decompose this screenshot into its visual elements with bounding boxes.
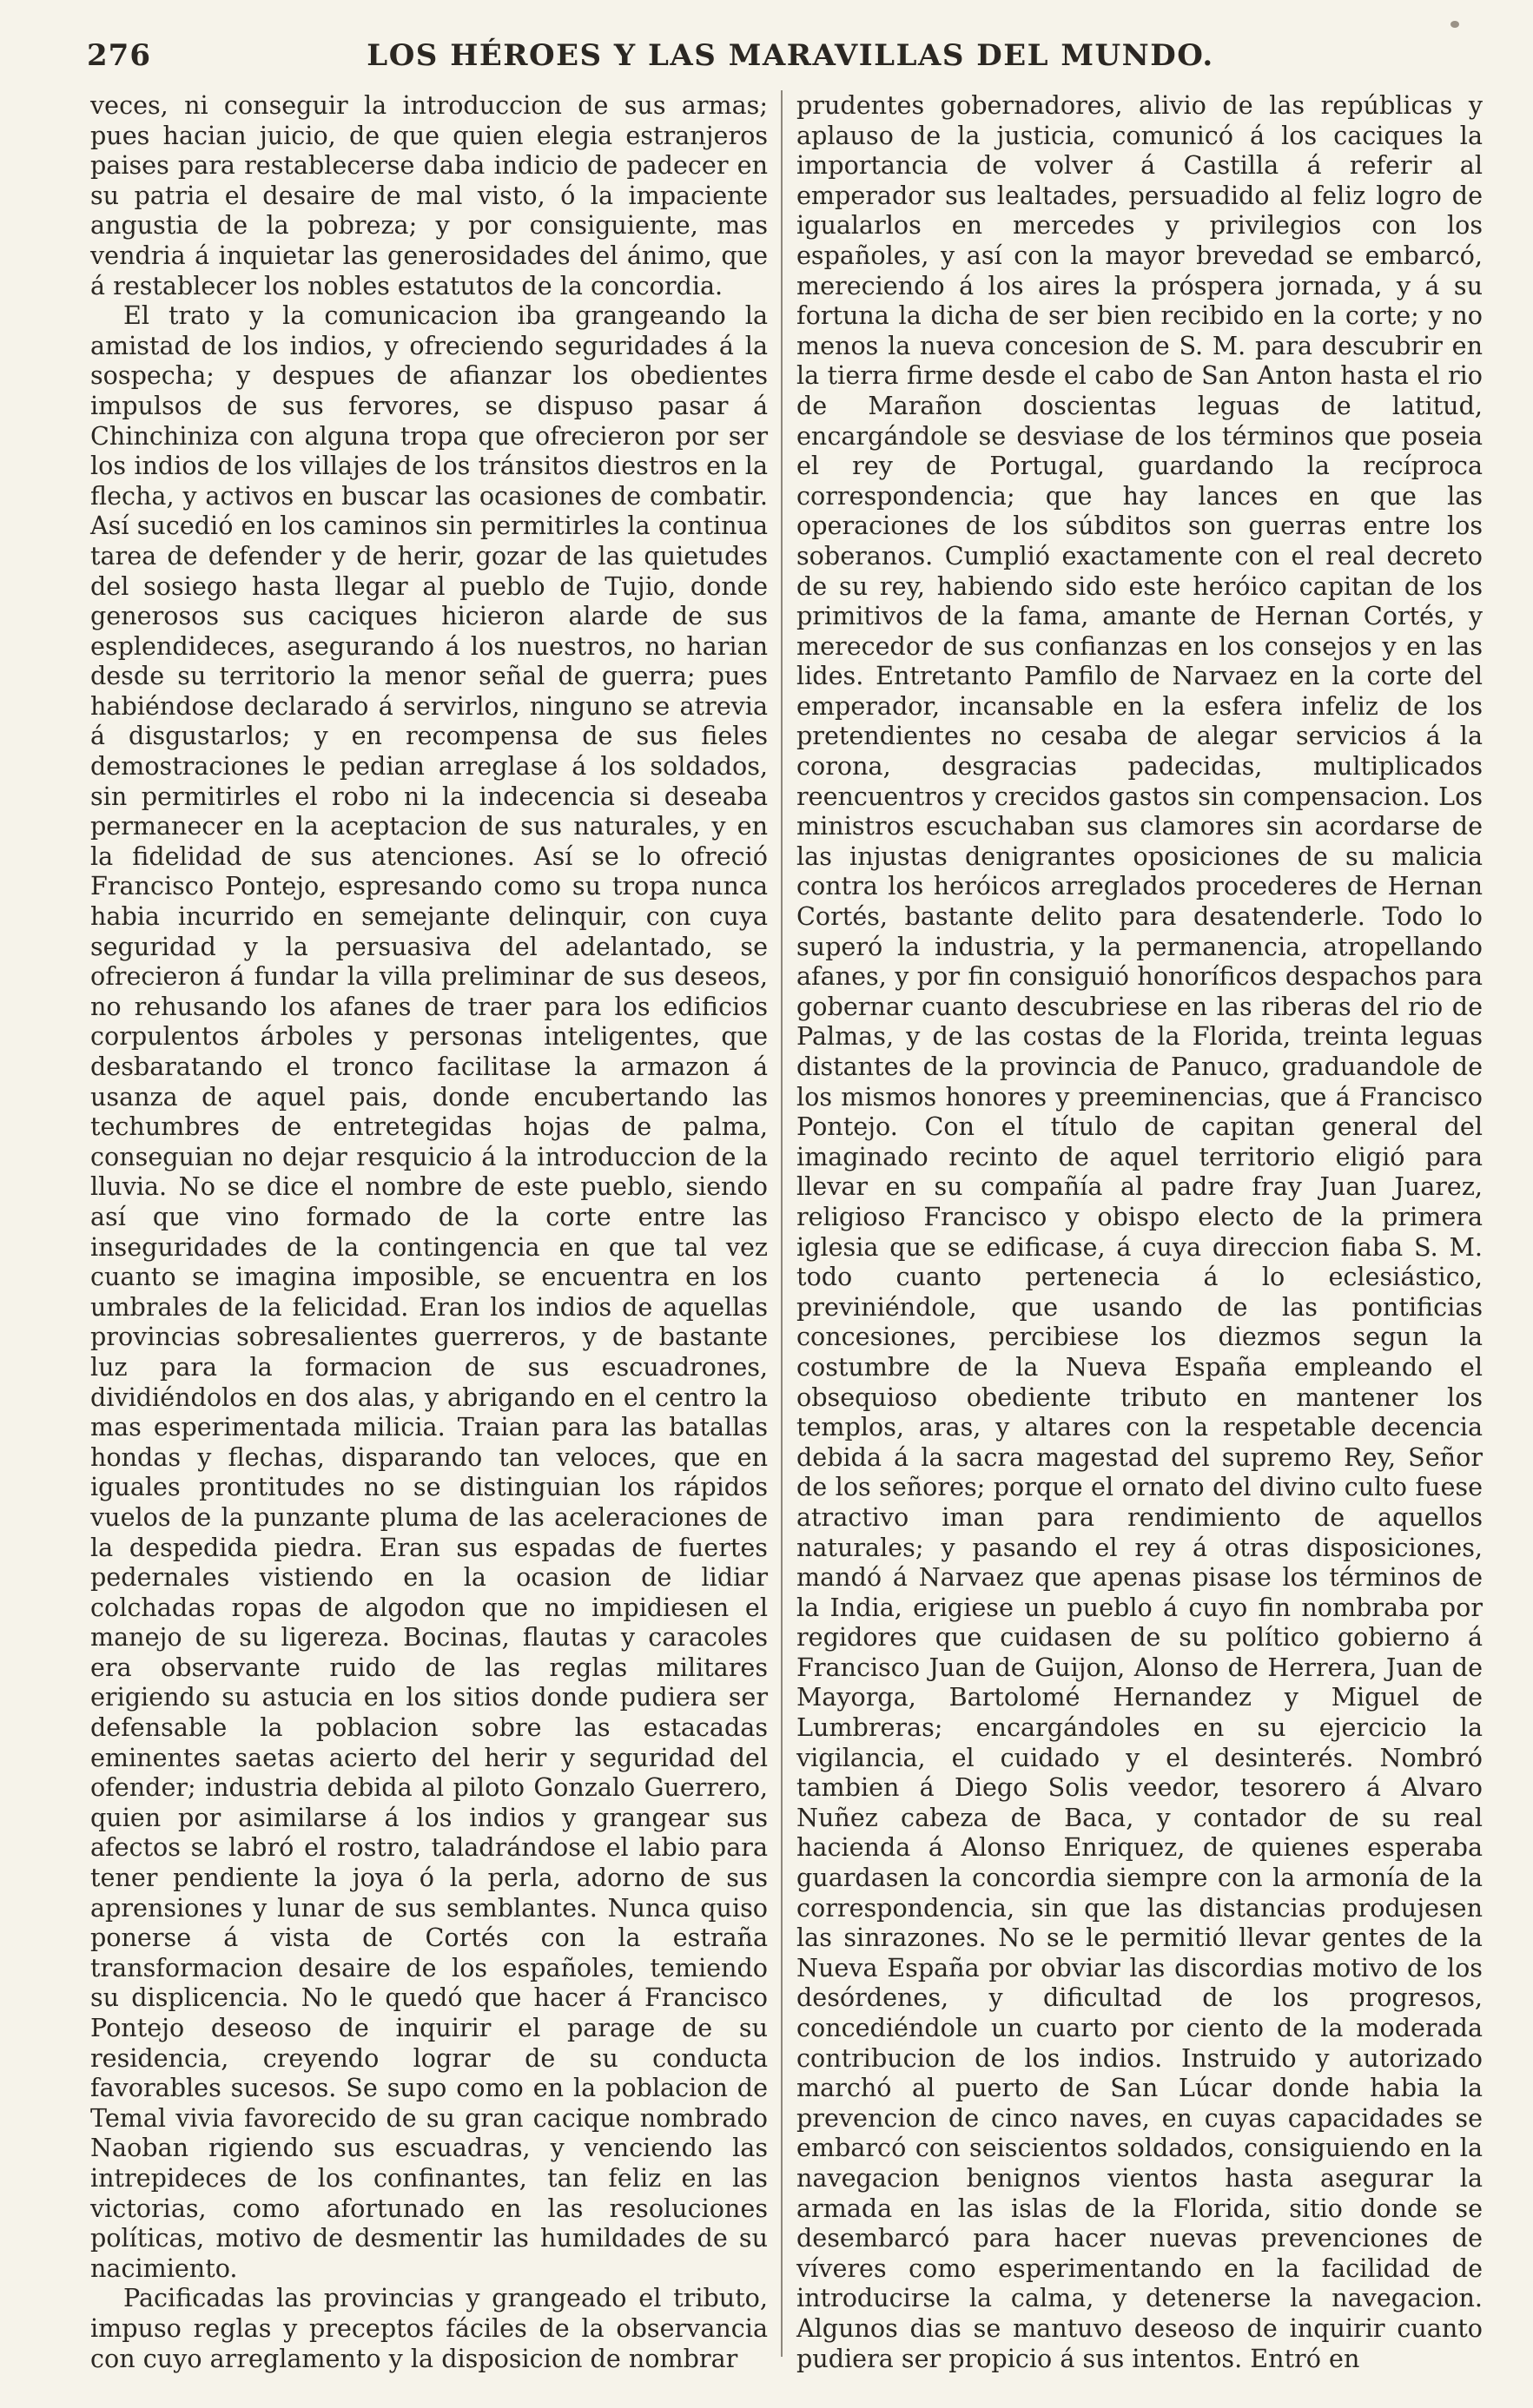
running-title: LOS HÉROES Y LAS MARAVILLAS DEL MUNDO. — [367, 38, 1214, 73]
page-number: 276 — [87, 38, 151, 73]
ink-spot — [1450, 21, 1459, 28]
paragraph: prudentes gobernadores, alivio de las repúblicas y aplauso de la justicia, comunicó á los caciques la importancia de volver á Castilla á referir al emperador sus lealtades, persuadido al feliz logro de igualarlos en mercedes y privilegios con los españoles, y así con la mayor brevedad se embarcó, mereciendo á los aires la próspera jornada, y á su fortuna la dicha de ser bien recibido en la corte; y no menos la nueva concesion de S. M. para descubrir en la tierra firme desde el cabo de San Anton hasta el rio de Marañon doscientas leguas de latitud, encargándole se desviase de los términos que poseia el rey de Portugal, guardando la recíproca correspondencia; que hay lances en que las operaciones de los súbditos son guerras entre los soberanos. Cumplió exactamente con el real decreto de su rey, habiendo sido este heróico capitan de los primitivos de la fama, amante de Hernan Cortés, y merecedor de sus confianzas en los consejos y en las lides. Entretanto Pamfilo de Narvaez en la corte del emperador, incansable en la esfera infeliz de los pretendientes no cesaba de alegar servicios á la corona, desgracias padecidas, multiplicados reencuentros y crecidos gastos sin compensacion. Los ministros escuchaban sus clamores sin acordarse de las injustas denigrantes oposiciones de su malicia contra los heróicos arreglados procederes de Hernan Cortés, bastante delito para desatenderle. Todo lo superó la industria, y la permanencia, atropellando afanes, y por fin consiguió honoríficos despachos para gobernar cuanto descubriese en las riberas del rio de Palmas, y de las costas de la Florida, treinta leguas distantes de la provincia de Panuco, graduandole de los mismos honores y preeminencias, que á Francisco Pontejo. Con el título de capitan general del imaginado recinto de aquel territorio eligió para llevar en su compañía al padre fray Juan Juarez, religioso Francisco y obispo electo de la primera iglesia que se edificase, á cuya direccion fiaba S. M. todo cuanto pertenecia á lo eclesiástico, previniéndole, que usando de las pontificias concesiones, percibiese los diezmos segun la costumbre de la Nueva España empleando el obsequioso obediente tributo en mantener los templos, aras, y altares con la respetable decencia debida á la sacra magestad del supremo Rey, Señor de los señores; porque el ornato del divino culto fuese atractivo iman para rendimiento de aquellos naturales; y pasando el rey á otras disposiciones, mandó á Narvaez que apenas pisase los términos de la India, erigiese un pueblo á cuyo fin nombraba por regidores que cuidasen de su político gobierno á Francisco Juan de Guijon, Alonso de Herrera, Juan de Mayorga, Bartolomé Hernandez y Miguel de Lumbreras; encargándoles en su ejercicio la vigilancia, el cuidado y el desinterés. Nombró tambien á Diego Solis veedor, tesorero á Alvaro Nuñez cabeza de Baca, y contador de su real hacienda á Alonso Enriquez, de quienes esperaba guardasen la concordia siempre con la armonía de la correspondencia, sin que las distancias produjesen las sinrazones. No se le permitió llevar gentes de la Nueva España por obviar las discordias motivo de los desórdenes, y dificultad de los progresos, concediéndole un cuarto por ciento de la moderada contribucion de los indios. Instruido y autorizado marchó al puerto de San Lúcar donde habia la prevencion de cinco naves, en cuyas capacidades se embarcó con seiscientos soldados, consiguiendo en la navegacion benignos vientos hasta asegurar la armada en las islas de la Florida, sitio donde se desembarcó para hacer nuevas prevenciones de víveres como esperimentando en la facilidad de introducirse la calma, y detenerse la navegacion. Algunos dias se mantuvo deseoso de inquirir cuanto pudiera ser propicio á sus intentos. Entró en — [796, 90, 1483, 2373]
column-divider — [781, 90, 783, 2357]
paragraph: Pacificadas las provincias y grangeado el tributo, impuso reglas y preceptos fáciles de la observancia con cuyo arreglamento y la disposicion de nombrar — [90, 2283, 768, 2373]
paragraph: El trato y la comunicacion iba grangeando la amistad de los indios, y ofreciendo seguridades á la sospecha; y despues de afianzar los obedientes impulsos de sus fervores, se dispuso pasar á Chinchiniza con alguna tropa que ofrecieron por ser los indios de los villajes de los tránsitos diestros en la flecha, y activos en buscar las ocasiones de combatir. Así sucedió en los caminos sin permitirles la continua tarea de defender y de herir, gozar de las quietudes del sosiego hasta llegar al pueblo de Tujio, donde generosos sus caciques hicieron alarde de sus esplendideces, asegurando á los nuestros, no harian desde su territorio la menor señal de guerra; pues habiéndose declarado á servirlos, ninguno se atrevia á disgustarlos; y en recompensa de sus fieles demostraciones le pedian arreglase á los soldados, sin permitirles el robo ni la indecencia si deseaba permanecer en la aceptacion de sus naturales, y en la fidelidad de sus atenciones. Así se lo ofreció Francisco Pontejo, espresando como su tropa nunca habia incurrido en semejante delinquir, con cuya seguridad y la persuasiva del adelantado, se ofrecieron á fundar la villa preliminar de sus deseos, no rehusando los afanes de traer para los edificios corpulentos árboles y personas inteligentes, que desbaratando el tronco facilitase la armazon á usanza de aquel pais, donde encubertando las techumbres de entretegidas hojas de palma, conseguian no dejar resquicio á la introduccion de la lluvia. No se dice el nombre de este pueblo, siendo así que vino formado de la corte entre las inseguridades de la contingencia en que tal vez cuanto se imagina imposible, se encuentra en los umbrales de la felicidad. Eran los indios de aquellas provincias sobresalientes guerreros, y de bastante luz para la formacion de sus escuadrones, dividiéndolos en dos alas, y abrigando en el centro la mas esperimentada milicia. Traian para las batallas hondas y flechas, disparando tan veloces, que en iguales prontitudes no se distinguian los rápidos vuelos de la punzante pluma de las aceleraciones de la despedida piedra. Eran sus espadas de fuertes pedernales vistiendo en la ocasion de lidiar colchadas ropas de algodon que no impidiesen el manejo de su ligereza. Bocinas, flautas y caracoles era observante ruido de las reglas militares erigiendo su astucia en los sitios donde pudiera ser defensable la poblacion sobre las estacadas eminentes saetas acierto del herir y seguridad del ofender; industria debida al piloto Gonzalo Guerrero, quien por asimilarse á los indios y grangear sus afectos se labró el rostro, taladrándose el labio para tener pendiente la joya ó la perla, adorno de sus aprensiones y lunar de sus semblantes. Nunca quiso ponerse á vista de Cortés con la estraña transformacion desaire de los españoles, temiendo su displicencia. No le quedó que hacer á Francisco Pontejo deseoso de inquirir el parage de su residencia, creyendo lograr de su conducta favorables sucesos. Se supo como en la poblacion de Temal vivia favorecido de su gran cacique nombrado Naoban rigiendo sus escuadras, y venciendo las intrepideces de los confinantes, tan feliz en las victorias, como afortunado en las resoluciones políticas, motivo de desmentir las humildades de su nacimiento. — [90, 300, 768, 2283]
paragraph: veces, ni conseguir la introduccion de sus armas; pues hacian juicio, de que quien elegia estranjeros paises para restablecerse daba indicio de padecer en su patria el desaire de mal visto, ó la impaciente angustia de la pobreza; y por consiguiente, mas vendria á inquietar las generosidades del ánimo, que á restablecer los nobles estatutos de la concordia. — [90, 90, 768, 300]
right-column — [796, 90, 1483, 2373]
page-header — [87, 38, 1494, 82]
left-column — [90, 90, 768, 2373]
